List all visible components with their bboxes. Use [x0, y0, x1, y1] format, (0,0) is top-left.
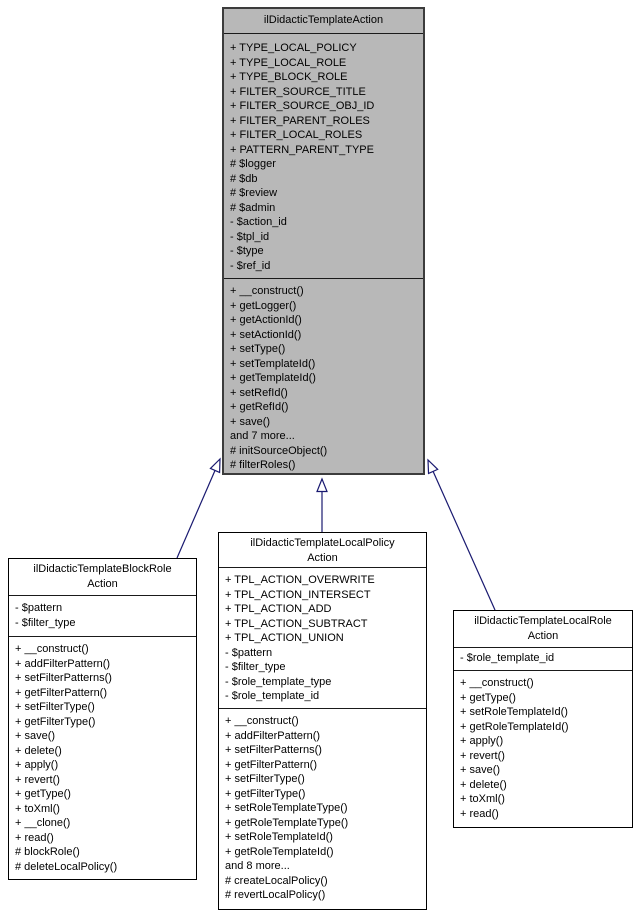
attribute-label: - $action_id: [230, 216, 287, 228]
class-title: [219, 533, 426, 567]
attribute-label: + TYPE_LOCAL_POLICY: [230, 42, 357, 54]
method-label: + getFilterType(): [15, 715, 96, 728]
method-label: + read(): [15, 831, 54, 844]
attribute-label: - $type: [230, 245, 264, 257]
method-label: # blockRole(): [15, 846, 80, 858]
method-label: + getFilterType(): [225, 787, 306, 800]
inheritance-edge-blockrole: [177, 459, 220, 558]
method-label: + getRoleTemplateId(): [460, 720, 569, 733]
method-label: + getFilterPattern(): [225, 758, 318, 771]
inheritance-edge-localrole: [428, 460, 495, 610]
attribute-label: - $role_template_id: [460, 652, 555, 664]
attribute-label: - $pattern: [225, 646, 273, 659]
method-label: # revertLocalPolicy(): [225, 889, 326, 901]
class-name-line: Action: [87, 577, 118, 590]
class-box-ildidactictemplatelocalroleaction[interactable]: [453, 610, 633, 828]
attributes-section: [219, 567, 426, 708]
attribute-label: # $db: [230, 172, 258, 185]
class-name-line: ilDidacticTemplateBlockRole: [33, 563, 172, 575]
methods-section: [219, 708, 426, 909]
attribute-label: # $logger: [230, 158, 276, 170]
class-name-line: ilDidacticTemplateLocalPolicy: [250, 537, 395, 549]
attribute-label: - $filter_type: [225, 661, 286, 673]
class-name-line: ilDidacticTemplateAction: [263, 14, 384, 26]
attribute-label: + TPL_ACTION_UNION: [225, 632, 344, 644]
attribute-label: + PATTERN_PARENT_TYPE: [230, 143, 374, 156]
method-label: + toXml(): [15, 802, 60, 815]
method-label: and 8 more...: [225, 860, 290, 872]
method-label: + setFilterPatterns(): [225, 744, 322, 756]
attribute-label: - $filter_type: [15, 616, 76, 629]
method-label: + delete(): [460, 778, 507, 791]
attribute-label: + TYPE_LOCAL_ROLE: [230, 56, 347, 69]
attributes-section: [9, 595, 196, 636]
method-label: + getActionId(): [230, 314, 302, 326]
attribute-label: - $tpl_id: [230, 230, 270, 243]
class-box-ildidactictemplatelocalpolicyaction[interactable]: [218, 532, 427, 910]
method-label: + getRefId(): [230, 401, 289, 413]
method-label: + apply(): [460, 735, 504, 747]
method-label: + setFilterType(): [15, 701, 95, 713]
class-box-ildidactictemplateaction[interactable]: [222, 7, 425, 475]
methods-section: [454, 670, 632, 827]
method-label: + save(): [460, 764, 501, 776]
method-label: + revert(): [460, 749, 505, 762]
method-label: + setTemplateId(): [230, 357, 316, 370]
method-label: # filterRoles(): [230, 459, 296, 471]
method-label: + __clone(): [15, 817, 71, 829]
attribute-label: # $review: [230, 187, 278, 199]
attribute-label: + TPL_ACTION_OVERWRITE: [225, 574, 375, 586]
method-label: + setActionId(): [230, 328, 302, 341]
method-label: + getRoleTemplateId(): [225, 845, 334, 858]
attribute-label: + TPL_ACTION_ADD: [225, 603, 332, 615]
method-label: + getRoleTemplateType(): [225, 816, 349, 829]
method-label: # createLocalPolicy(): [225, 874, 328, 887]
method-label: + setRefId(): [230, 386, 288, 399]
attribute-label: - $role_template_type: [225, 675, 332, 688]
method-label: + save(): [230, 415, 271, 428]
class-title: [224, 9, 423, 33]
attribute-label: + FILTER_SOURCE_OBJ_ID: [230, 100, 375, 112]
method-label: + toXml(): [460, 793, 505, 805]
class-title: [9, 559, 196, 595]
method-label: + addFilterPattern(): [15, 657, 111, 670]
method-label: + getType(): [15, 788, 71, 800]
method-label: + setType(): [230, 343, 286, 355]
method-label: + read(): [460, 807, 499, 820]
method-label: + revert(): [15, 773, 60, 786]
method-label: + delete(): [15, 744, 62, 757]
method-label: + setFilterType(): [225, 773, 305, 785]
class-box-ildidactictemplateblockroleaction[interactable]: [8, 558, 197, 880]
method-label: and 7 more...: [230, 430, 295, 442]
method-label: + __construct(): [460, 677, 534, 689]
method-label: # initSourceObject(): [230, 444, 328, 457]
method-label: + save(): [15, 730, 56, 742]
attribute-label: + FILTER_PARENT_ROLES: [230, 114, 370, 127]
method-label: + setFilterPatterns(): [15, 672, 112, 684]
method-label: + getType(): [460, 691, 516, 704]
method-label: + __construct(): [230, 285, 304, 297]
attribute-label: # $admin: [230, 201, 276, 214]
attribute-label: + FILTER_LOCAL_ROLES: [230, 129, 363, 141]
method-label: + setRoleTemplateType(): [225, 802, 348, 814]
methods-section: [224, 278, 423, 473]
methods-section: [9, 636, 196, 879]
attribute-label: + TYPE_BLOCK_ROLE: [230, 71, 348, 83]
method-label: + __construct(): [15, 643, 89, 655]
class-name-line: ilDidacticTemplateLocalRole: [474, 615, 612, 627]
attribute-label: + TPL_ACTION_SUBTRACT: [225, 617, 368, 630]
attribute-label: - $ref_id: [230, 259, 271, 272]
attribute-label: + TPL_ACTION_INTERSECT: [225, 588, 371, 601]
attribute-label: + FILTER_SOURCE_TITLE: [230, 85, 366, 98]
class-name-line: Action: [527, 629, 559, 642]
method-label: + addFilterPattern(): [225, 729, 321, 742]
method-label: + apply(): [15, 759, 59, 771]
method-label: # deleteLocalPolicy(): [15, 860, 118, 873]
method-label: + __construct(): [225, 715, 299, 727]
method-label: + getFilterPattern(): [15, 686, 108, 699]
class-title: [454, 611, 632, 647]
attributes-section: [224, 33, 423, 278]
attribute-label: - $pattern: [15, 602, 63, 614]
attribute-label: - $role_template_id: [225, 690, 320, 702]
attributes-section: [454, 647, 632, 670]
method-label: + getLogger(): [230, 299, 297, 312]
class-name-line: Action: [307, 551, 338, 564]
method-label: + setRoleTemplateId(): [460, 706, 568, 718]
method-label: + setRoleTemplateId(): [225, 831, 333, 843]
method-label: + getTemplateId(): [230, 372, 316, 384]
